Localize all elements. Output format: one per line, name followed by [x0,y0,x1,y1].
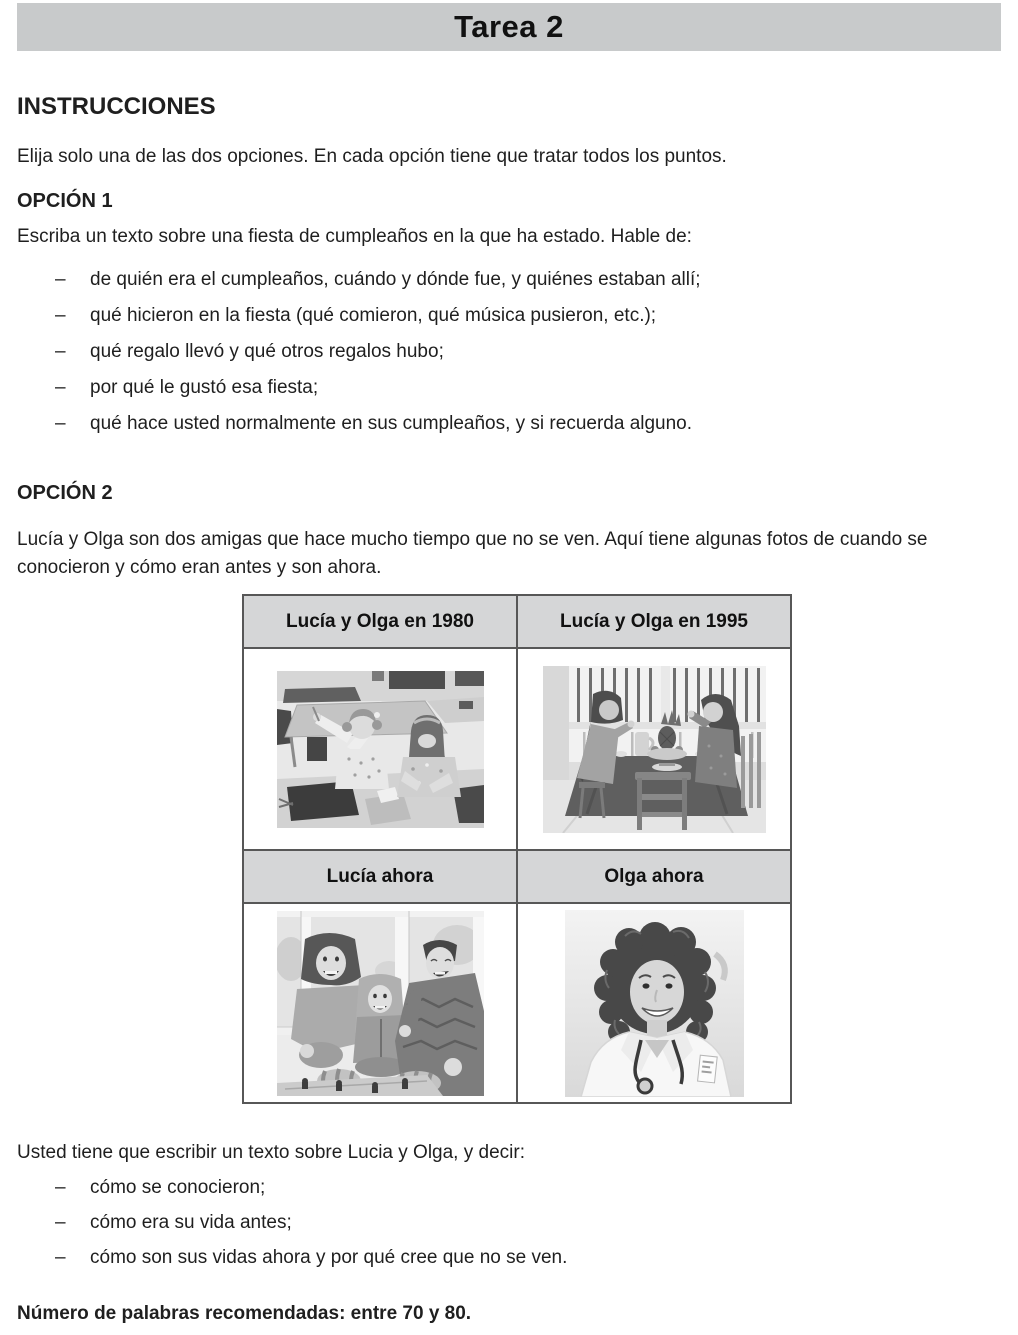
photo-cell-lucia-ahora [243,903,517,1103]
option2-heading: OPCIÓN 2 [17,482,113,504]
photo-header-lucia-ahora: Lucía ahora [243,850,517,903]
task-title-bar [17,3,1001,51]
list-item-text: qué hicieron en la fiesta (qué comieron, qué música pusieron, etc.); [90,305,657,326]
table-row [243,850,791,903]
list-item [17,341,1002,362]
photo-table [242,594,792,1104]
dash-bullet: – [55,1212,66,1233]
list-item-text: qué hace usted normalmente en sus cumpleaños, y si recuerda alguno. [90,413,693,434]
list-item-text: qué regalo llevó y qué otros regalos hubo; [90,341,444,362]
photo-cell-1980 [243,648,517,850]
list-item [17,1247,1002,1268]
table-row [243,903,791,1103]
option1-bullet-list [17,269,1002,449]
option1-intro: Escriba un texto sobre una fiesta de cumpleaños en la que ha estado. Hable de: [17,226,692,247]
lucia-olga-1995-photo [543,666,766,833]
lucia-olga-1980-photo [277,671,484,828]
list-item [17,1177,1002,1198]
photo-header-1995: Lucía y Olga en 1995 [517,595,791,648]
dash-bullet: – [55,341,66,362]
page-title: Tarea 2 [454,9,564,44]
dash-bullet: – [55,269,66,290]
option2-bullet-list [17,1177,1002,1282]
list-item-text: cómo era su vida antes; [90,1212,292,1233]
word-count-note: Número de palabras recomendadas: entre 70 y 80. [17,1303,472,1324]
list-item [17,413,1002,434]
list-item-text: cómo se conocieron; [90,1177,266,1198]
dash-bullet: – [55,377,66,398]
dash-bullet: – [55,413,66,434]
list-item [17,377,1002,398]
option2-outro: Usted tiene que escribir un texto sobre Lucia y Olga, y decir: [17,1142,525,1163]
lucia-ahora-photo [277,911,484,1096]
list-item [17,269,1002,290]
dash-bullet: – [55,305,66,326]
dash-bullet: – [55,1247,66,1268]
instructions-heading: INSTRUCCIONES [17,93,216,120]
option2-intro: Lucía y Olga son dos amigas que hace mucho tiempo que no se ven. Aquí tiene algunas fotos de cuando se conocieron y cómo eran antes y son ahora. [17,529,928,578]
list-item-text: por qué le gustó esa fiesta; [90,377,319,398]
photo-header-1980: Lucía y Olga en 1980 [243,595,517,648]
table-row [243,648,791,850]
option1-heading: OPCIÓN 1 [17,190,113,212]
photo-header-olga-ahora: Olga ahora [517,850,791,903]
list-item [17,305,1002,326]
list-item-text: de quién era el cumpleaños, cuándo y dónde fue, y quiénes estaban allí; [90,269,701,290]
instructions-text: Elija solo una de las dos opciones. En cada opción tiene que tratar todos los puntos. [17,146,727,167]
olga-ahora-photo [565,910,744,1097]
photo-cell-olga-ahora [517,903,791,1103]
photo-cell-1995 [517,648,791,850]
dash-bullet: – [55,1177,66,1198]
table-row [243,595,791,648]
list-item [17,1212,1002,1233]
list-item-text: cómo son sus vidas ahora y por qué cree que no se ven. [90,1247,568,1268]
